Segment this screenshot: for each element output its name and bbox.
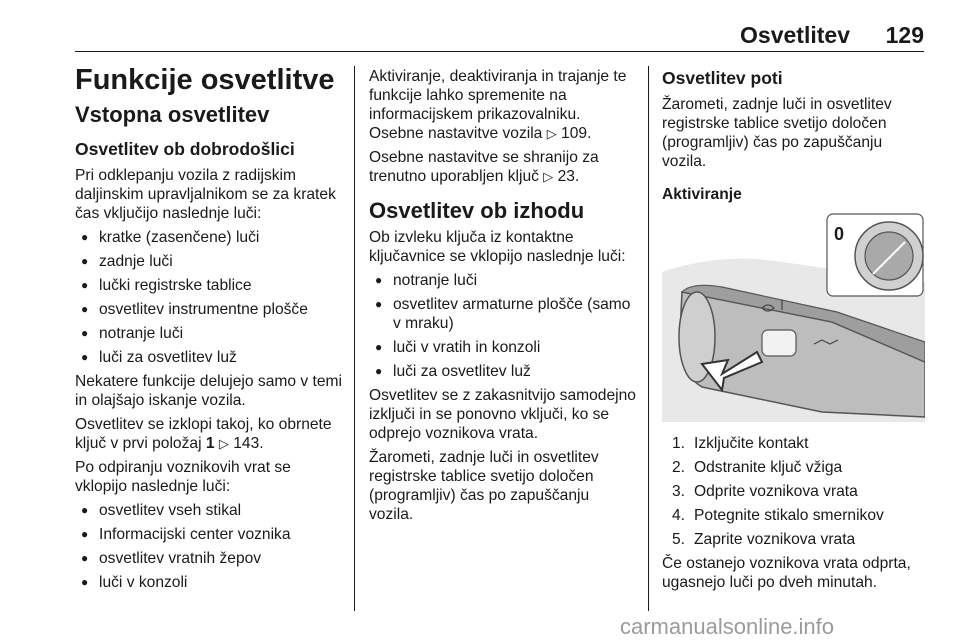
watermark: carmanualsonline.info	[620, 614, 835, 639]
step-text: Potegnite stikalo smernikov	[694, 507, 884, 524]
list-item: ● osvetlitev instrumentne plošče	[75, 300, 345, 319]
page-reference[interactable]: 109.	[561, 125, 592, 142]
step-item	[662, 482, 927, 501]
list-item: ● luči za osvetlitev luž	[75, 348, 345, 367]
paragraph: Nekatere funkcije delujejo samo v temi in olajšajo iskanje vozila.	[75, 373, 342, 409]
subheading: Aktiviranje	[662, 186, 742, 203]
list-item: ● Informacijski center voznika	[75, 525, 345, 544]
page-reference[interactable]: 23.	[557, 168, 580, 185]
list-item: ● kratke (zasenčene) luči	[75, 228, 345, 247]
running-title: Osvetlitev	[740, 22, 850, 48]
column-2	[369, 67, 637, 529]
paragraph	[369, 67, 637, 143]
reference-arrow-icon: ▷	[218, 436, 229, 451]
bullet-list	[75, 228, 345, 367]
step-number: 4.	[672, 507, 686, 524]
illustration-svg	[662, 212, 925, 422]
paragraph: Pri odklepanju vozila z radijskim daljinskim upravljalnikom se za kratek čas vključijo naslednje luči:	[75, 167, 336, 222]
step-item	[662, 506, 927, 525]
ignition-position-label: 0	[834, 224, 845, 244]
turn-signal-stalk-illustration	[662, 212, 925, 422]
step-item	[662, 530, 927, 549]
section-heading: Osvetlitev ob izhodu	[369, 198, 585, 223]
column-3	[662, 67, 927, 597]
step-text: Izključite kontakt	[694, 435, 809, 452]
list-item: ● luči v vratih in konzoli	[369, 338, 637, 357]
list-item: ● zadnje luči	[75, 252, 345, 271]
step-number: 5.	[672, 531, 686, 548]
text: Osebne nastavitve vozila	[369, 125, 547, 142]
paragraph	[75, 415, 345, 453]
paragraph: Žarometi, zadnje luči in osvetlitev registrske tablice svetijo določen (programljiv) čas po zapuščanju vozila.	[369, 449, 599, 523]
step-item	[662, 458, 927, 477]
list-item: ● luči v konzoli	[75, 573, 345, 592]
step-item	[662, 434, 927, 453]
paragraph: Če ostanejo voznikova vrata odprta, ugasnejo luči po dveh minutah.	[662, 555, 911, 591]
header-rule	[75, 51, 924, 52]
section-heading: Vstopna osvetlitev	[75, 102, 270, 127]
list-item: ● lučki registrske tablice	[75, 276, 345, 295]
position-label: 1	[205, 435, 215, 452]
chapter-heading: Funkcije osvetlitve	[75, 64, 335, 96]
paragraph: Osvetlitev se z zakasnitvijo samodejno izključi in se ponovno vključi, ko se odprejo voznikova vrata.	[369, 387, 636, 442]
subsection-heading: Osvetlitev poti	[662, 68, 783, 88]
page-reference[interactable]: 143.	[233, 435, 264, 452]
subsection-heading: Osvetlitev ob dobrodošlici	[75, 139, 295, 159]
paragraph: Po odpiranju voznikovih vrat se vklopijo naslednje luči:	[75, 459, 291, 495]
step-text: Odprite voznikova vrata	[694, 483, 858, 500]
step-text: Zaprite voznikova vrata	[694, 531, 856, 548]
page-header	[0, 0, 960, 50]
list-item: ● notranje luči	[75, 324, 345, 343]
list-item: ● osvetlitev vseh stikal	[75, 501, 345, 520]
list-item: ● luči za osvetlitev luž	[369, 362, 637, 381]
paragraph	[369, 148, 637, 186]
text: Osvetlitev se izklopi takoj, ko obrnete ključ v prvi položaj	[75, 416, 332, 452]
page-number: 129	[885, 22, 924, 48]
bullet-list	[75, 501, 345, 592]
paragraph: Žarometi, zadnje luči in osvetlitev registrske tablice svetijo določen (programljiv) čas po zapuščanju vozila.	[662, 96, 892, 170]
column-divider	[648, 66, 649, 611]
bullet-list	[369, 271, 637, 381]
step-text: Odstranite ključ vžiga	[694, 459, 843, 476]
step-number: 3.	[672, 483, 686, 500]
paragraph: Ob izvleku ključa iz kontaktne ključavnice se vklopijo naslednje luči:	[369, 229, 626, 265]
list-item: ● notranje luči	[369, 271, 637, 290]
column-1	[75, 64, 345, 597]
step-number: 1.	[672, 435, 686, 452]
reference-arrow-icon: ▷	[546, 126, 557, 141]
list-item: ● osvetlitev vratnih žepov	[75, 549, 345, 568]
step-number: 2.	[672, 459, 686, 476]
column-divider	[354, 66, 355, 611]
list-item: ● osvetlitev armaturne plošče (samo v mraku)	[369, 295, 637, 333]
text: Osebne nastavitve se shranijo za trenutno uporabljen ključ	[369, 149, 599, 185]
reference-arrow-icon: ▷	[543, 169, 554, 184]
text: Aktiviranje, deaktiviranja in trajanje te funkcije lahko spremenite na informacijskem prikazovalniku.	[369, 68, 627, 123]
numbered-steps	[662, 434, 927, 549]
